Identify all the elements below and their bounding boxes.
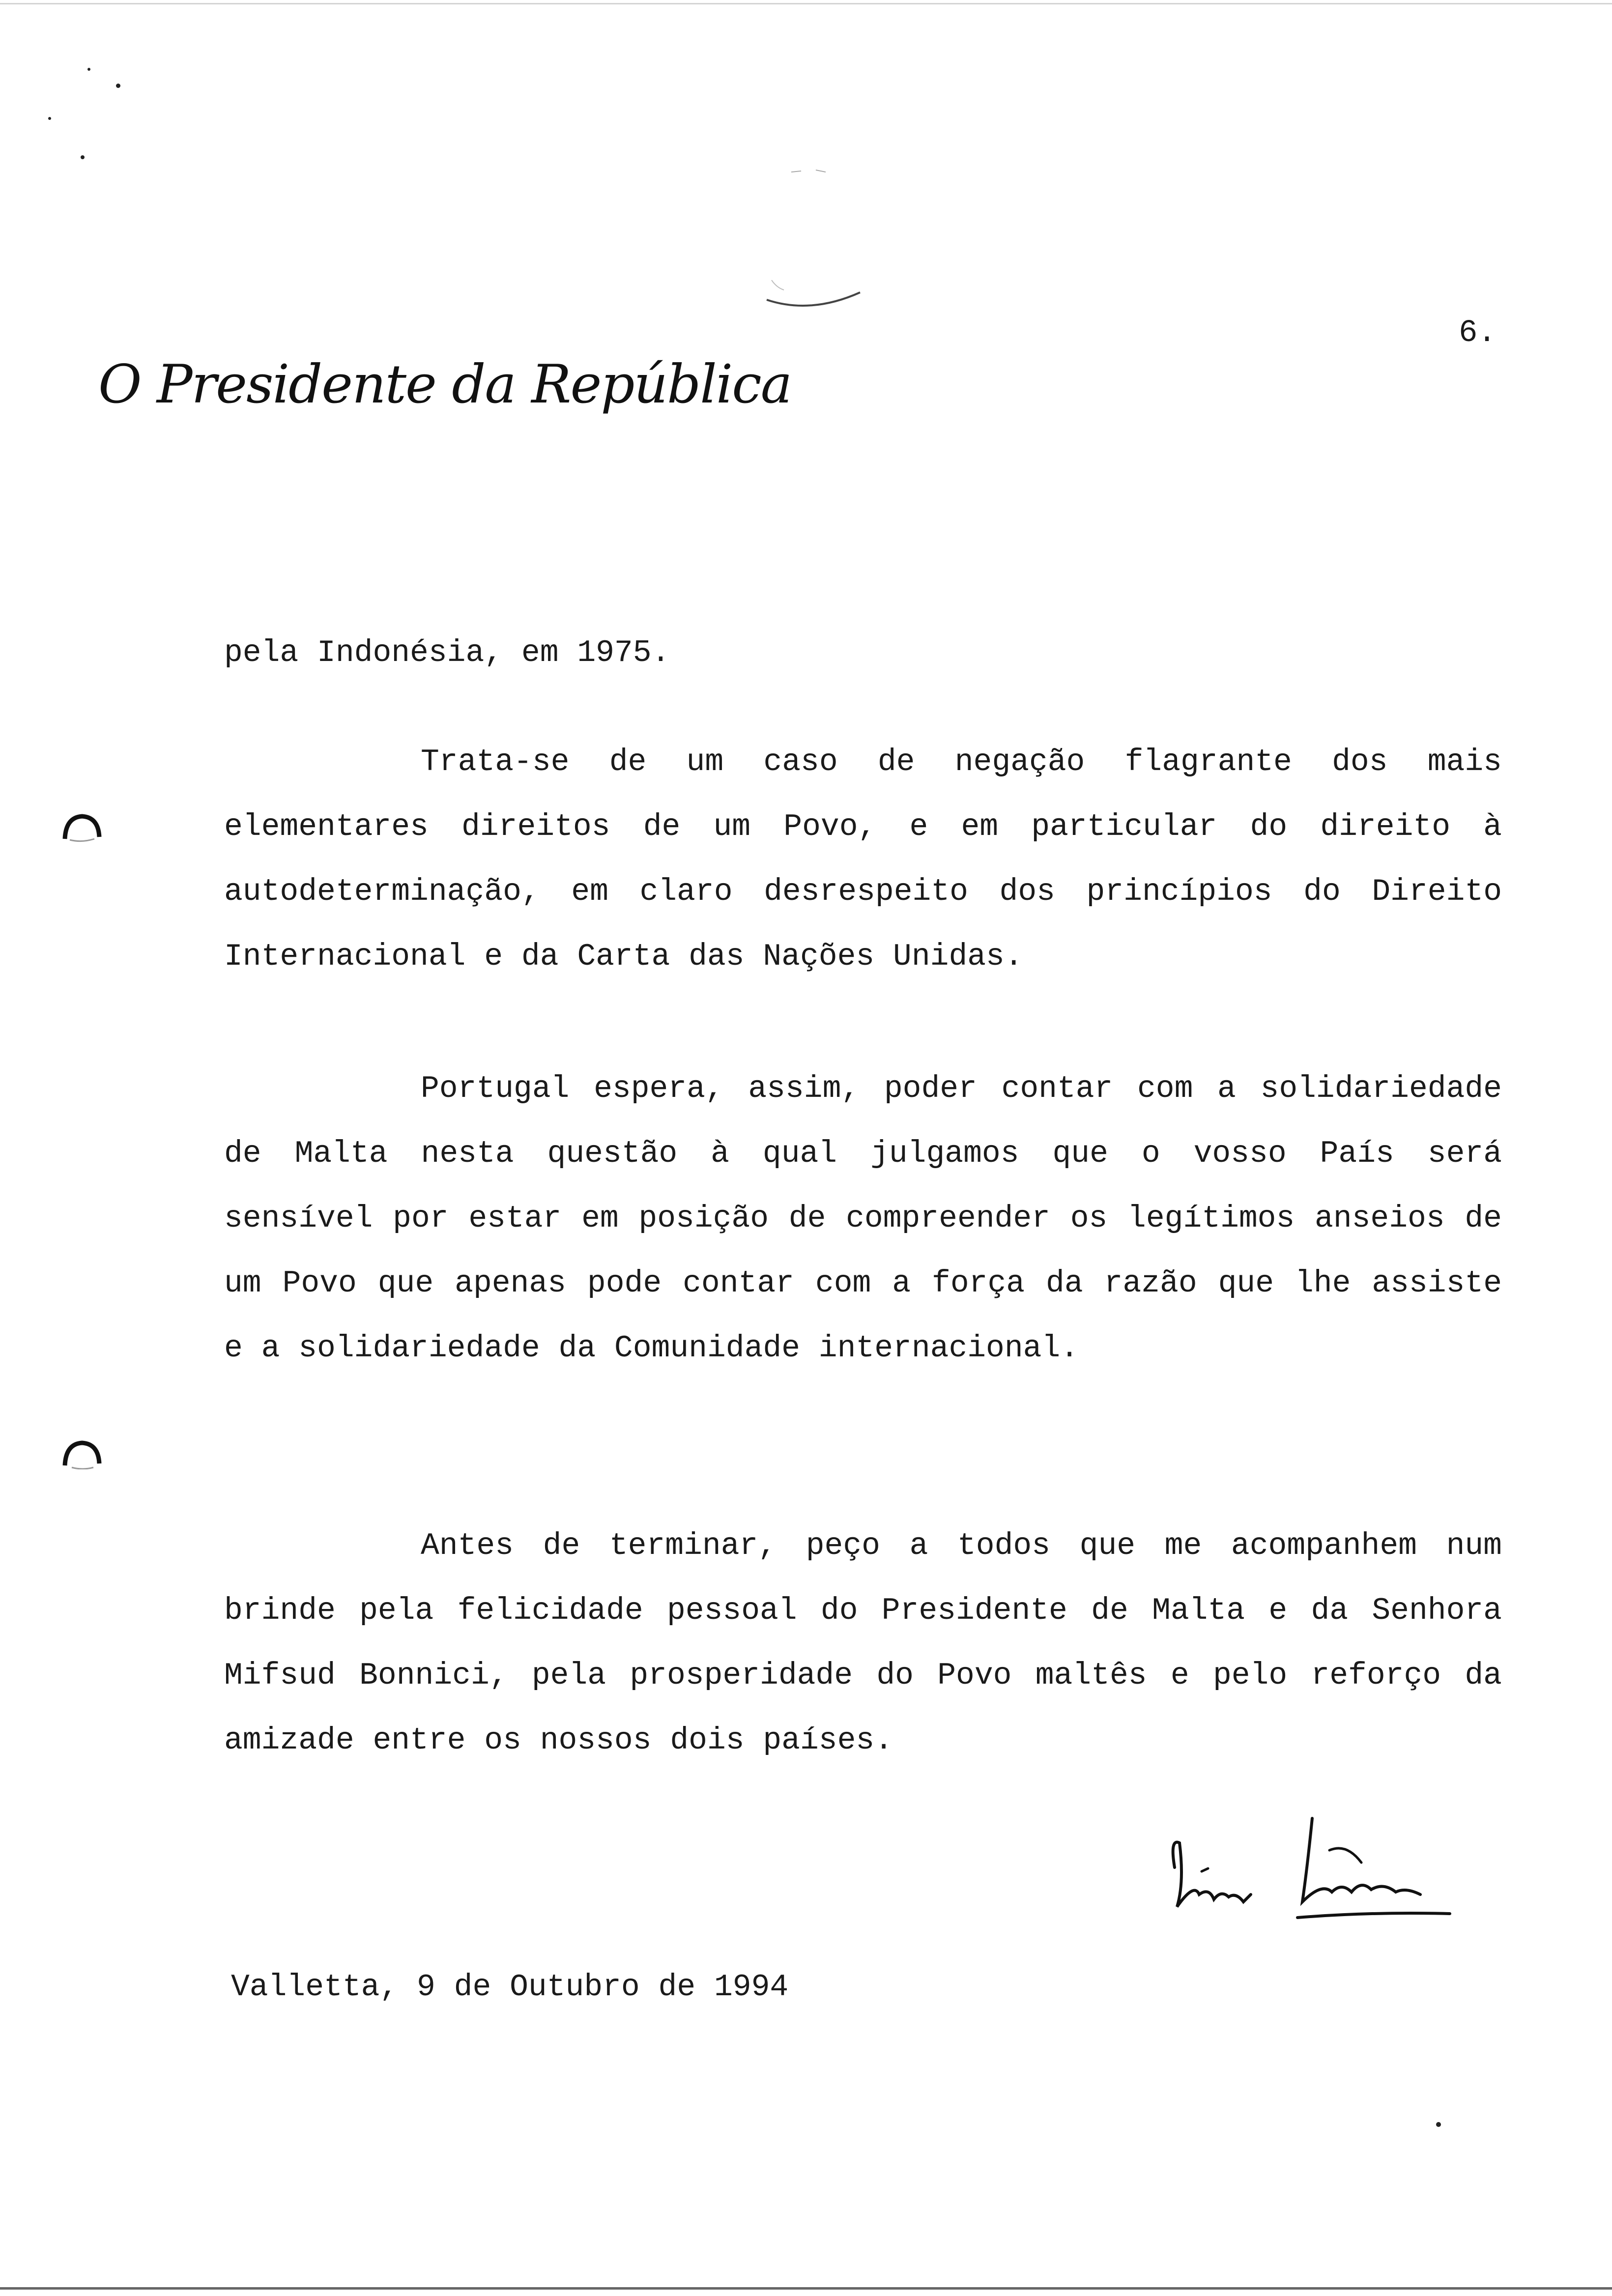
faint-stamp-mark xyxy=(757,152,870,315)
paragraph-4: Antes de terminar, peço a todos que me acompanhem num brinde pela felicidade pessoal do Presidente de Malta e da Senhora Mifsud Bonnici, pela prosperidade do Povo maltês e pelo reforço da amizade entre os nossos dois países. xyxy=(224,1528,1502,1758)
punch-hole-mark xyxy=(62,1440,102,1469)
paragraph-2: Trata-se de um caso de negação flagrante dos mais elementares direitos de um Povo, e em particular do direito à autodeterminação, em claro desrespeito dos princípios do Direito Internacional e da Carta das Nações Unidas. xyxy=(224,745,1502,974)
scan-speck xyxy=(1436,2122,1441,2127)
scan-speck xyxy=(81,155,85,159)
paragraph-4-block xyxy=(224,1514,1502,1773)
scan-speck xyxy=(48,117,51,120)
paragraph-3: Portugal espera, assim, poder contar com a solidariedade de Malta nesta questão à qual julgamos que o vosso País será sensível por estar em posição de compreender os legítimos anseios de um Povo que apenas pode contar com a força da razão que lhe assiste e a solidariedade da Comunidade internacional. xyxy=(224,1071,1502,1366)
paragraph-1: pela Indonésia, em 1975. xyxy=(224,635,670,670)
scan-speck xyxy=(116,84,120,88)
scan-speck xyxy=(87,68,90,71)
scan-top-edge xyxy=(0,3,1612,4)
place-and-date: Valletta, 9 de Outubro de 1994 xyxy=(231,1970,789,2005)
scan-bottom-edge xyxy=(0,2287,1612,2290)
handwritten-signature xyxy=(1165,1808,1460,1926)
paragraph-3-block xyxy=(224,1057,1502,1381)
letterhead-title: O Presidente da República xyxy=(98,354,792,415)
punch-hole-mark xyxy=(62,813,102,843)
page-number: 6. xyxy=(1459,316,1497,351)
paragraph-2-block xyxy=(224,730,1502,989)
